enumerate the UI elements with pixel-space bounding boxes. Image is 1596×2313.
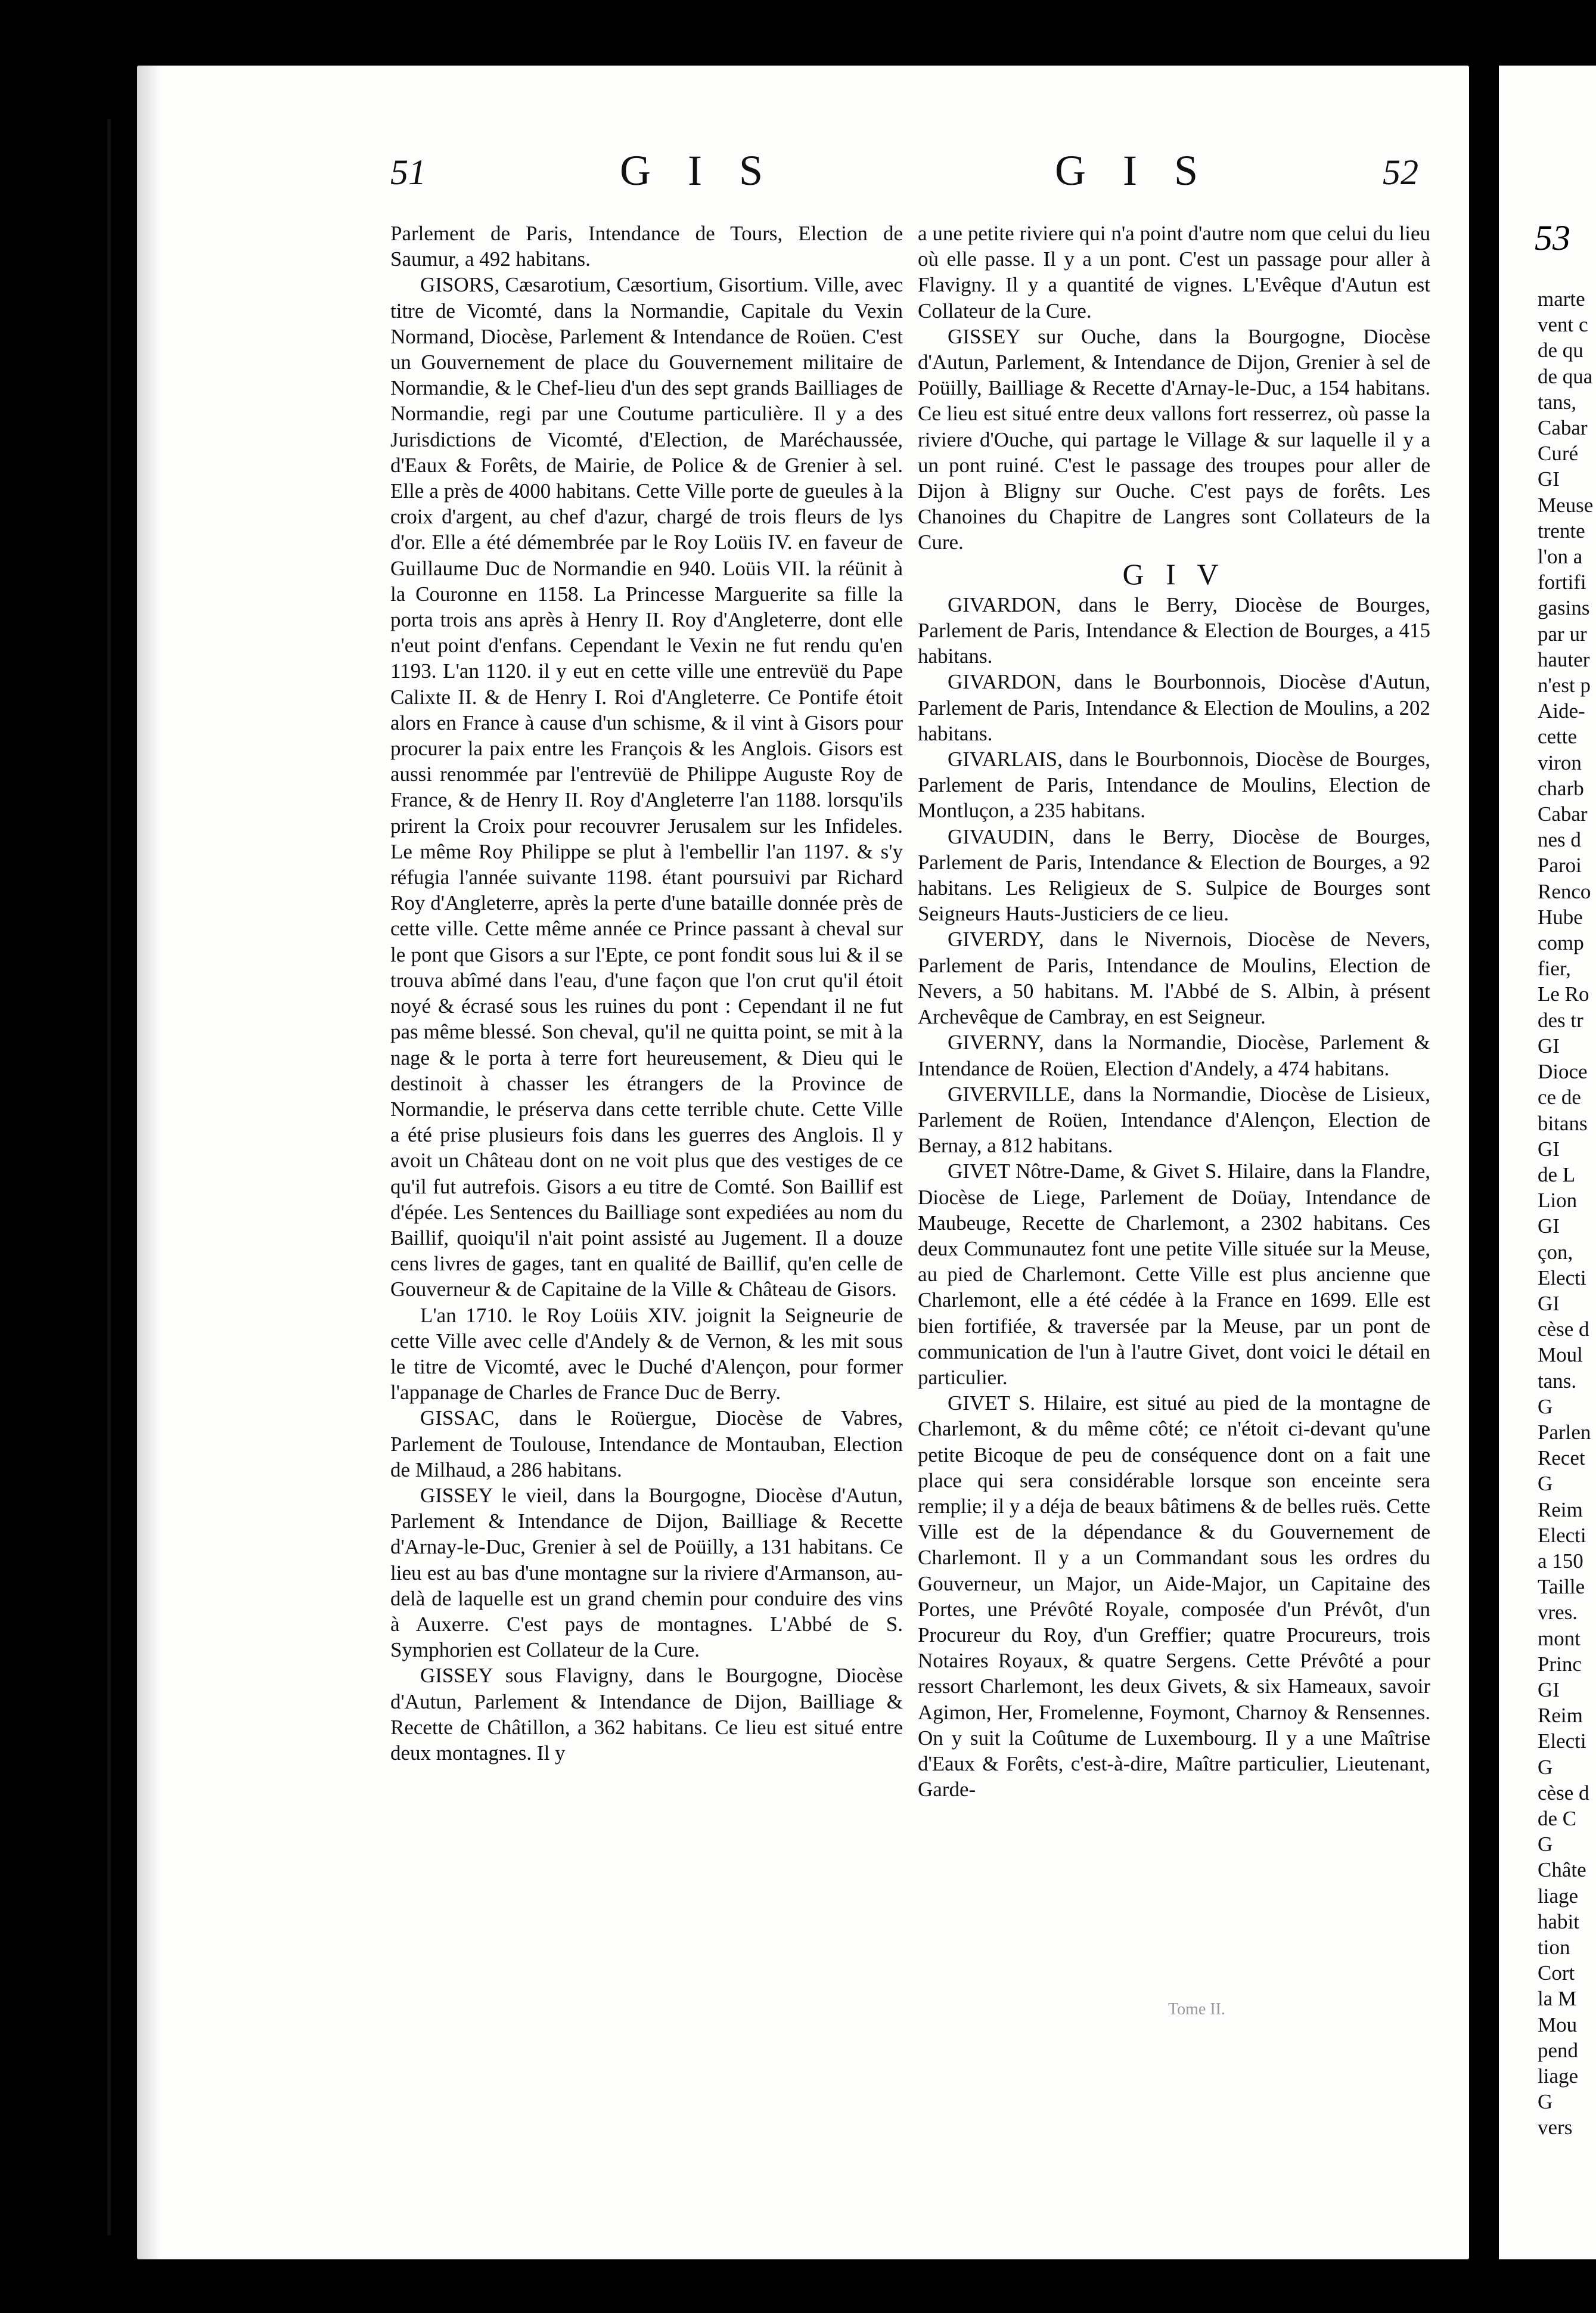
fragment-line: GI [1538, 1678, 1560, 1701]
fragment-line: tion [1538, 1936, 1570, 1959]
fragment-line: GI [1538, 1214, 1560, 1238]
fragment-line: ce de [1538, 1086, 1581, 1109]
entry-paragraph: GIVERVILLE, dans la Normandie, Diocèse de Lisieux, Parlement de Roüen, Intendance d'Alençon, Election de Bernay, a 812 habitans. [918, 1082, 1430, 1158]
entry-paragraph: GISSEY le vieil, dans la Bourgogne, Diocèse d'Autun, Parlement & Intendance de Dijon, Bailliage & Recette d'Arnay-le-Duc, Grenier à sel de Poüilly, a 131 habitans. Ce lieu est au bas d'une montagne sur la riviere d'Armanson, au-delà de laquelle est un grand chemin pour conduire des vins à Auxerre. C'est pays de montagnes. L'Abbé de S. Symphorien est Collateur de la Cure. [390, 1483, 903, 1662]
fragment-line: la M [1538, 1987, 1577, 2011]
fragment-line: vers [1538, 2116, 1573, 2140]
fragment-line: GI [1538, 1291, 1560, 1315]
page-number-left: 51 [390, 153, 426, 192]
fragment-line: des tr [1538, 1008, 1583, 1032]
fragment-line: Hube [1538, 905, 1583, 929]
page-number-right-page: 53 [1535, 218, 1570, 258]
fragment-line: G [1538, 1472, 1553, 1496]
entry-paragraph: Parlement de Paris, Intendance de Tours, Election de Saumur, a 492 habitans. [390, 222, 903, 271]
running-head-right: G I S [1055, 147, 1212, 194]
fragment-line: a 150 [1538, 1549, 1583, 1573]
fragment-line: Cabar [1538, 802, 1588, 826]
fragment-line: Electi [1538, 1523, 1586, 1547]
page-number-right: 52 [1383, 153, 1418, 192]
entry-paragraph: GISORS, Cæsarotium, Cæsortium, Gisortium. Ville, avec titre de Vicomté, dans la Normandie, Capitale du Vexin Normand, Diocèse, Parlement & Intendance de Roüen. C'est un Gouvernement de place du Gouvernement militaire de Normandie, & le Chef-lieu d'un des sept grands Bailliages de Normandie, regi par une Coutume particulière. Il y a des Jurisdictions de Vicomté, d'Election, de Maréchaussée, d'Eaux & Forêts, de Mairie, de Police & de Grenier à sel. Elle a près de 4000 habitans. Cette Ville porte de gueules à la croix d'argent, au chef d'azur, chargé de trois fleurs de lys d'or. Elle a été démembrée par le Roy Loüis IV. en faveur de Guillaume Duc de Normandie en 940. Loüis VII. la réünit à la Couronne en 1158. La Princesse Marguerite sa fille la porta trois ans après à Henry II. Roy d'Angleterre, dont elle n'eut point d'enfans. Cependant le Vexin ne fut rendu qu'en 1193. L'an 1120. il y eut en cette ville une entrevüë du Pape Calixte II. & de Henry I. Roi d'Angleterre. Ce Pontife étoit alors en France à cause d'un schisme, & il vint à Gisors pour procurer la paix entre les François & les Anglois. Gisors est aussi renommée par l'entrevüë de Philippe Auguste Roy de France, & de Henry II. Roy d'Angleterre l'an 1188. lorsqu'ils prirent la Croix pour recouvrer Jerusalem sur les Infideles. Le même Roy Philippe se plut à l'embellir l'an 1197. & s'y réfugia l'année suivante 1198. étant poursuivi par Richard Roy d'Angleterre, après la perte d'une bataille donnée près de cette ville. Cette même année ce Prince passant à cheval sur le pont que Gisors a sur l'Epte, ce pont fondit sous lui & il se trouva abîmé dans l'eau, d'une façon que l'on crut qu'il étoit noyé & écrasé sous les ruines du pont : Cependant il ne fut pas même blessé. Son cheval, qu'il ne quitta point, se mit à la nage & le porta à terre fort heureusement, & Dieu qui le destinoit à chasser les étrangers de la Province de Normandie, le préserva dans cette terrible chute. Cette Ville a été prise plusieurs fois dans les guerres des Anglois. Il y avoit un Château dont on ne voit plus que des vestiges de ce qu'il fut autrefois. Gisors a eu titre de Comté. Son Baillif est d'épée. Les Sentences du Bailliage sont expediées au nom du Baillif, quoiqu'il n'ait point assisté au Jugement. Il a douze cens livres de gages, tant en qualité de Baillif, qu'en celle de Gouverneur & de Capitaine de la Ville & Château de Gisors. [390, 273, 903, 1301]
fragment-line: Meuse [1538, 493, 1594, 517]
fragment-line: pend [1538, 2038, 1579, 2062]
fragment-line: cette [1538, 725, 1578, 749]
fragment-line: de C [1538, 1806, 1577, 1830]
right-page-edge [1499, 66, 1596, 2259]
fragment-line: hauter [1538, 647, 1590, 671]
fragment-line: GI [1538, 467, 1560, 491]
fragment-line: n'est p [1538, 674, 1591, 697]
entry-paragraph: GISSAC, dans le Roüergue, Diocèse de Vabres, Parlement de Toulouse, Intendance de Montauban, Election de Milhaud, a 286 habitans. [390, 1406, 903, 1481]
section-heading: G I V [1122, 557, 1226, 591]
fragment-line: Renco [1538, 879, 1591, 903]
fragment-line: vent c [1538, 313, 1588, 337]
fragment-line: Aide- [1538, 699, 1585, 723]
fragment-line: comp [1538, 931, 1584, 955]
entry-paragraph: GISSEY sur Ouche, dans la Bourgogne, Diocèse d'Autun, Parlement, & Intendance de Dijon, Grenier à sel de Poüilly, Bailliage & Recette d'Arnay-le-Duc, a 154 habitans. Ce lieu est situé entre deux vallons fort resserrez, où passe la riviere d'Ouche, qui partage le Village & sur laquelle il y a un pont ruiné. C'est le passage des troupes pour aller de Dijon à Bligny sur Ouche. C'est pays de forêts. Les Chanoines du Chapitre de Langres sont Collateurs de la Cure. [918, 324, 1430, 554]
entry-paragraph: L'an 1710. le Roy Loüis XIV. joignit la Seigneurie de cette Ville avec celle d'Andely & de Vernon, & les mit sous le titre de Vicomté, avec le Duché d'Alençon, pour former l'appanage de Charles de France Duc de Berry. [390, 1303, 903, 1404]
entry-paragraph: GIVET S. Hilaire, est situé au pied de la montagne de Charlemont, & du même côté; ce n'étoit ci-devant qu'une petite Bicoque de peu de conséquence dont on a fait une place qui sera considérable lorsque son enceinte sera remplie; il y a déja de beaux bâtimens & de belles ruës. Cette Ville est de la dépendance & du Gouvernement de Charlemont. Il y a un Commandant sous les ordres du Gouverneur, un Major, un Aide-Major, un Capitaine des Portes, une Prévôté Royale, composée d'un Prévôt, d'un Procureur du Roy, d'un Greffier; quatre Procureurs, trois Notaires Royaux, & quatre Sergens. Cette Prévôté a pour ressort Charlemont, les deux Givets, & six Hameaux, savoir Agimon, Her, Fromelenne, Foymont, Charnoy & Rensennes. On y suit la Coûtume de Luxembourg. Il y a une Maîtrise d'Eaux & Forêts, c'est-à-dire, Maître particulier, Lieutenant, Garde- [918, 1391, 1430, 1802]
footer-mark: Tome II. [1168, 2000, 1226, 2019]
fragment-line: l'on a [1538, 545, 1583, 569]
fragment-line: de qua [1538, 364, 1593, 388]
page-shadow [137, 66, 161, 2259]
fragment-line: marte [1538, 287, 1585, 311]
fragment-line: trente [1538, 519, 1585, 542]
entry-paragraph: GIVERDY, dans le Nivernois, Diocèse de Nevers, Parlement de Paris, Intendance de Moulins, Election de Nevers, a 50 habitans. M. l'Abbé de S. Albin, à présent Archevêque de Cambray, en est Seigneur. [918, 928, 1430, 1029]
fragment-line: Cabar [1538, 416, 1588, 440]
fragment-line: Cort [1538, 1961, 1575, 1985]
fragment-line: Electi [1538, 1729, 1586, 1753]
fragment-line: Le Ro [1538, 982, 1589, 1006]
fragment-line: Châte [1538, 1858, 1586, 1882]
fragment-line: G [1538, 1755, 1553, 1779]
fragment-line: bitans [1538, 1111, 1588, 1135]
fragment-line: nes d [1538, 828, 1581, 852]
fragment-line: çon, [1538, 1240, 1573, 1264]
fragment-line: par ur [1538, 622, 1587, 646]
fragment-line: Curé [1538, 442, 1579, 466]
binding-edge [107, 119, 111, 2236]
entry-paragraph: GIVERNY, dans la Normandie, Diocèse, Parlement & Intendance de Roüen, Election d'Andely, a 474 habitans. [918, 1031, 1430, 1080]
fragment-line: Moul [1538, 1343, 1583, 1367]
entry-paragraph: GISSEY sous Flavigny, dans le Bourgogne, Diocèse d'Autun, Parlement & Intendance de Dijon, Bailliage & Recette de Châtillon, a 362 habitans. Ce lieu est situé entre deux montagnes. Il y [390, 1664, 903, 1765]
entry-paragraph: GIVARDON, dans le Berry, Diocèse de Bourges, Parlement de Paris, Intendance & Election de Bourges, a 415 habitans. [918, 593, 1430, 668]
fragment-line: Reim [1538, 1704, 1583, 1728]
fragment-line: Recet [1538, 1446, 1585, 1470]
fragment-line: de L [1538, 1162, 1576, 1186]
fragment-line: Paroi [1538, 854, 1582, 878]
fragment-line: GI [1538, 1034, 1560, 1058]
fragment-line: mont [1538, 1626, 1581, 1650]
fragment-line: fortifi [1538, 571, 1586, 594]
entry-paragraph: GIVARLAIS, dans le Bourbonnois, Diocèse de Bourges, Parlement de Paris, Intendance de Moulins, Election de Montluçon, a 235 habitans. [918, 748, 1430, 823]
running-head-left: G I S [620, 147, 777, 194]
fragment-line: Princ [1538, 1652, 1582, 1676]
fragment-line: tans. [1538, 1369, 1577, 1393]
fragment-line: cèse d [1538, 1317, 1589, 1341]
fragment-line: liage [1538, 1884, 1579, 1908]
fragment-line: tans, [1538, 390, 1577, 414]
fragment-line: cèse d [1538, 1781, 1589, 1804]
fragment-line: Taille [1538, 1575, 1585, 1599]
fragment-line: GI [1538, 1137, 1560, 1161]
fragment-line: G [1538, 1833, 1553, 1856]
entry-paragraph: GIVARDON, dans le Bourbonnois, Diocèse d'Autun, Parlement de Paris, Intendance & Election de Moulins, a 202 habitans. [918, 670, 1430, 745]
fragment-line: G [1538, 2090, 1553, 2114]
fragment-line: Reim [1538, 1497, 1583, 1521]
fragment-line: liage [1538, 2064, 1579, 2088]
entry-paragraph: a une petite riviere qui n'a point d'autre nom que celui du lieu où elle passe. Il y a un pont. C'est un passage pour aller à Flavigny. Il y a quantité de vignes. L'Evêque d'Autun est Collateur de la Cure. [918, 222, 1430, 323]
right-page-column [1538, 286, 1596, 2141]
entry-paragraph: GIVAUDIN, dans le Berry, Diocèse de Bourges, Parlement de Paris, Intendance & Election de Bourges, a 92 habitans. Les Religieux de S. Sulpice de Bourges sont Seigneurs Hauts-Justiciers de ce lieu. [918, 824, 1430, 926]
fragment-line: Mou [1538, 2013, 1578, 2036]
fragment-line: charb [1538, 776, 1584, 800]
fragment-line: Electi [1538, 1266, 1586, 1289]
left-column [390, 221, 903, 1766]
fragment-line: de qu [1538, 339, 1583, 362]
fragment-line: fier, [1538, 957, 1571, 981]
right-column [918, 221, 1430, 1802]
fragment-line: Dioce [1538, 1060, 1588, 1084]
fragment-line: vres. [1538, 1601, 1578, 1624]
fragment-line: habit [1538, 1909, 1579, 1933]
fragment-line: Lion [1538, 1189, 1578, 1213]
fragment-line: G [1538, 1394, 1553, 1418]
fragment-line: gasins [1538, 596, 1590, 620]
fragment-line: viron [1538, 751, 1582, 774]
fragment-line: Parlen [1538, 1420, 1591, 1444]
entry-paragraph: GIVET Nôtre-Dame, & Givet S. Hilaire, dans la Flandre, Diocèse de Liege, Parlement de Doüay, Intendance de Maubeuge, Recette de Charlemont, a 2302 habitans. Ces deux Communautez font une petite Ville située sur la Meuse, au pied de Charlemont. Cette Ville est plus ancienne que Charlemont, elle a été cédée à la France en 1699. Elle est bien fortifiée, & traversée par la Meuse, par un pont de communication de l'un à l'autre Givet, dont voici le détail en particulier. [918, 1159, 1430, 1389]
